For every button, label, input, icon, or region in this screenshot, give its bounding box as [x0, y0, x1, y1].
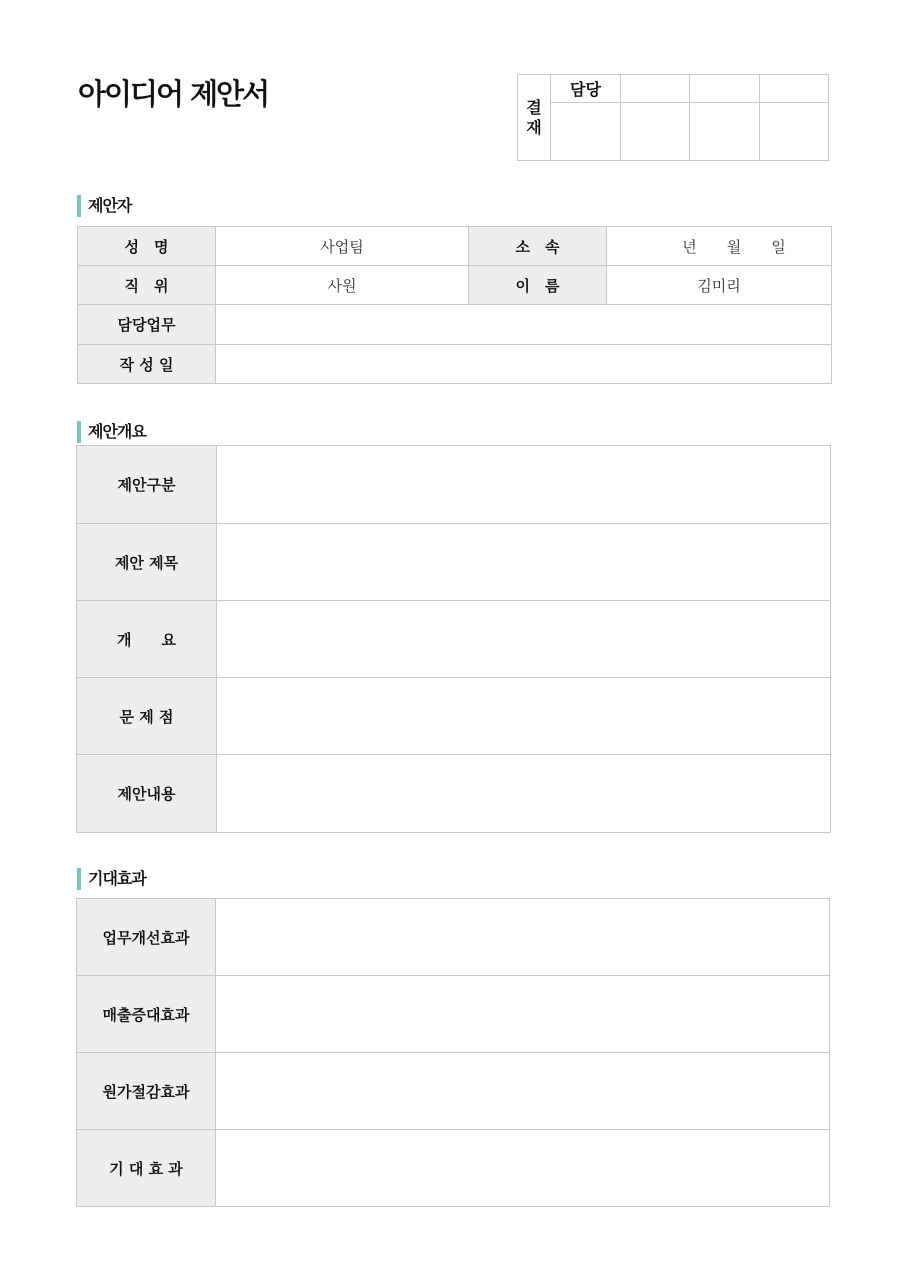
approval-label-bottom: 재: [526, 117, 542, 137]
duty-label: 담당업무: [78, 305, 216, 345]
effects-value-cost[interactable]: [216, 1053, 830, 1130]
effects-value-work[interactable]: [216, 899, 830, 976]
approval-label-top: 결: [526, 97, 542, 117]
overview-value-content[interactable]: [217, 755, 831, 833]
overview-label-category: 제안구분: [77, 446, 217, 524]
position-label: 직 위: [78, 266, 216, 305]
duty-value[interactable]: [216, 305, 832, 345]
affiliation-label: 소 속: [469, 227, 607, 266]
section-title-proposer: 제안자: [77, 195, 131, 217]
effects-value-expected[interactable]: [216, 1130, 830, 1207]
approval-sign-4[interactable]: [760, 103, 829, 161]
overview-value-summary[interactable]: [217, 601, 831, 678]
effects-value-sales[interactable]: [216, 976, 830, 1053]
effects-label-sales: 매출증대효과: [77, 976, 216, 1053]
overview-value-category[interactable]: [217, 446, 831, 524]
overview-value-title[interactable]: [217, 524, 831, 601]
approval-header-3: [690, 75, 760, 103]
effects-label-cost: 원가절감효과: [77, 1053, 216, 1130]
overview-table: [76, 445, 831, 833]
approval-sign-2[interactable]: [621, 103, 690, 161]
approval-sign-3[interactable]: [690, 103, 760, 161]
page-title: 아이디어 제안서: [78, 77, 269, 111]
approval-box: [517, 74, 829, 161]
person-label: 이 름: [469, 266, 607, 305]
effects-table: [76, 898, 830, 1207]
approval-sign-1[interactable]: [551, 103, 621, 161]
position-value[interactable]: 사원: [216, 266, 469, 305]
affiliation-value[interactable]: 년 월 일: [607, 227, 832, 266]
effects-label-work: 업무개선효과: [77, 899, 216, 976]
overview-label-summary: 개 요: [77, 601, 217, 678]
approval-header-2: [621, 75, 690, 103]
proposer-table: [77, 226, 832, 384]
name-label: 성 명: [78, 227, 216, 266]
overview-label-content: 제안내용: [77, 755, 217, 833]
overview-value-problem[interactable]: [217, 678, 831, 755]
name-value[interactable]: 사업팀: [216, 227, 469, 266]
date-value[interactable]: [216, 345, 832, 384]
overview-label-title: 제안 제목: [77, 524, 217, 601]
approval-header-4: [760, 75, 829, 103]
overview-label-problem: 문 제 점: [77, 678, 217, 755]
effects-label-expected: 기 대 효 과: [77, 1130, 216, 1207]
section-title-overview: 제안개요: [77, 421, 146, 443]
approval-label: [518, 75, 551, 161]
person-value[interactable]: 김미리: [607, 266, 832, 305]
date-label: 작 성 일: [78, 345, 216, 384]
approval-header-charge: 담당: [551, 75, 621, 103]
section-title-effects: 기대효과: [77, 868, 146, 890]
